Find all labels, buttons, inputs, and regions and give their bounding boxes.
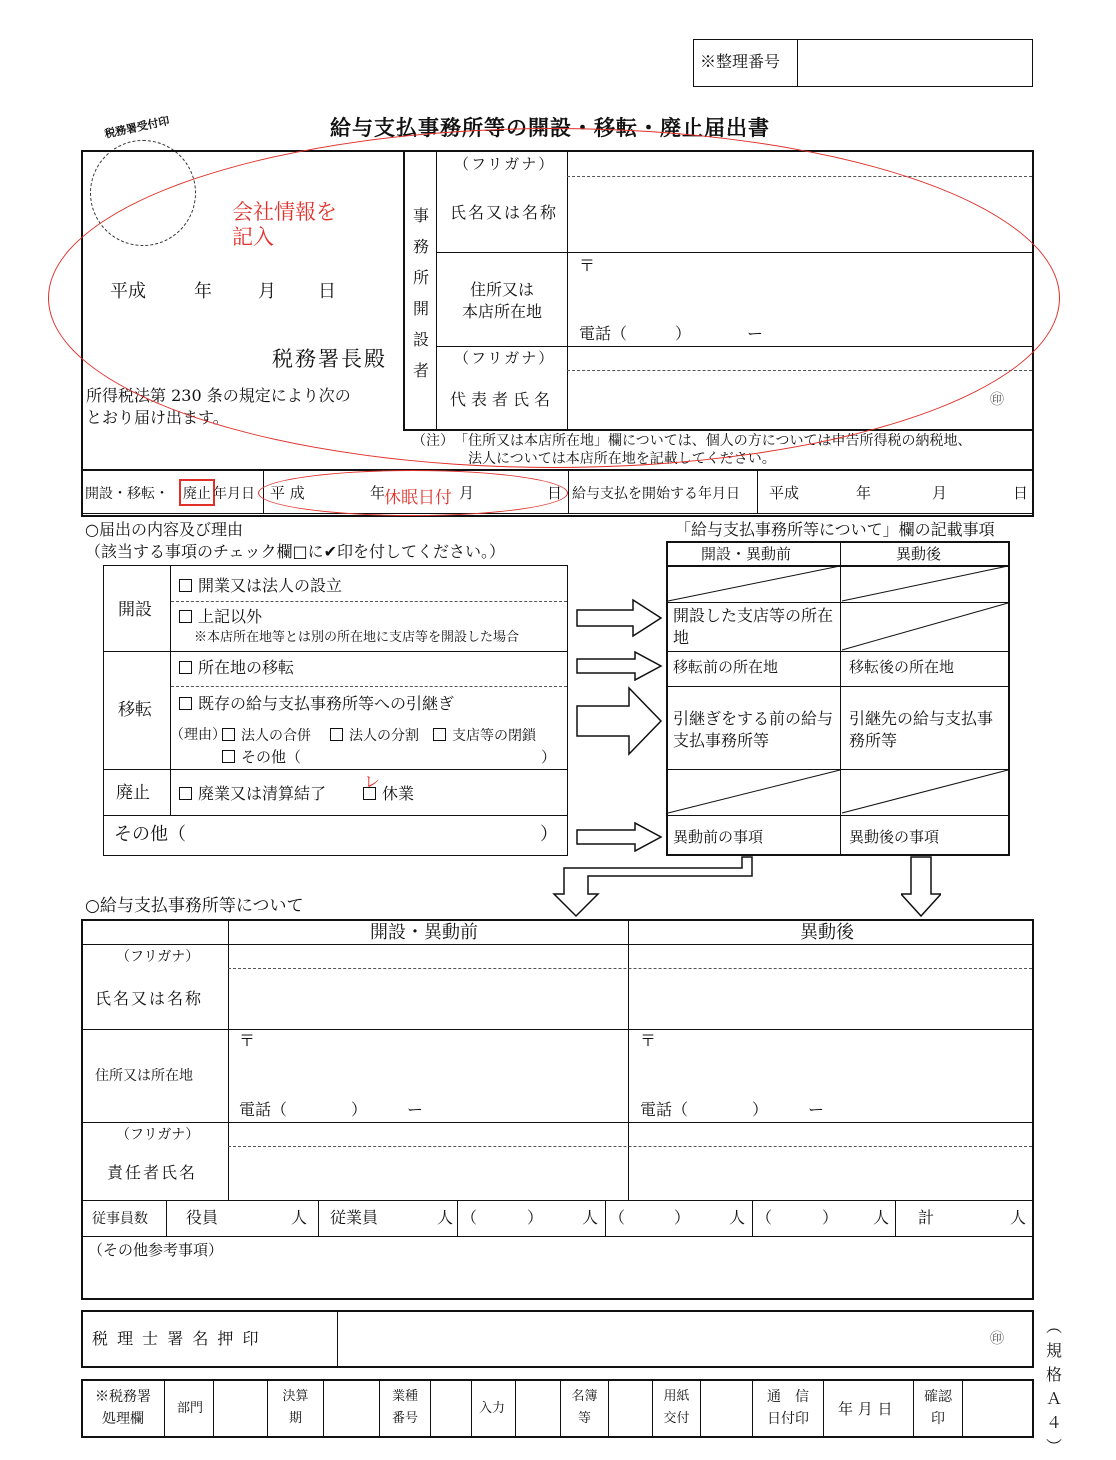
arrow-other	[575, 822, 665, 852]
manager-after-input[interactable]	[630, 1148, 1031, 1199]
pay-start-month: 月	[932, 484, 948, 502]
pay-start-date-input[interactable]	[800, 472, 1030, 510]
office-address-after-input[interactable]	[630, 1031, 1031, 1121]
entry-r4-before: 引継ぎをする前の給与支払事務所等	[673, 709, 834, 750]
office-address-before-input[interactable]	[230, 1031, 626, 1121]
move-label: 移転	[118, 700, 152, 720]
entry-r3-before: 移転前の所在地	[673, 658, 779, 676]
date-row-month: 月	[459, 484, 475, 502]
extra3-open: （	[756, 1208, 773, 1227]
move-merge[interactable]: 法人の合併	[222, 728, 311, 743]
entry-col-before: 開設・異動前	[701, 545, 792, 563]
rep-furigana: （フリガナ）	[454, 349, 556, 367]
extra2-open: （	[609, 1208, 626, 1227]
extra1-open: （	[461, 1208, 478, 1227]
office-col-before: 開設・異動前	[370, 922, 478, 943]
pay-start-day: 日	[1013, 484, 1029, 502]
date-row-label-b: 廃止	[183, 486, 211, 502]
entry-table-heading: 「給与支払事務所等について」欄の記載事項	[675, 520, 995, 539]
entry-r3-after: 移転後の所在地	[849, 658, 955, 676]
office-use-dept: 部門	[177, 1401, 204, 1416]
date-left-year: 年	[194, 281, 212, 302]
office-postal-before: 〒	[239, 1031, 256, 1050]
move-close-branch[interactable]: 支店等の閉鎖	[433, 728, 536, 743]
staff-label: 従業員	[330, 1208, 379, 1227]
postal-mark: 〒	[579, 256, 596, 275]
pay-start-label: 給与支払を開始する年月日	[572, 486, 740, 502]
date-left-month: 月	[258, 281, 276, 302]
tax-accountant-input[interactable]	[340, 1313, 980, 1365]
office-name-before-input[interactable]	[230, 970, 626, 1028]
remarks-label: （その他参考事項）	[88, 1241, 224, 1259]
office-use-label: ※税務署 処理欄	[95, 1389, 151, 1427]
office-address-label: 住所又は所在地	[95, 1068, 193, 1084]
establisher-name-label: 氏名又は名称	[450, 203, 559, 222]
checkbox-close-branch[interactable]	[433, 728, 446, 741]
arrow-down-left	[548, 856, 758, 918]
office-phone-after: 電話（ ） ー	[640, 1100, 825, 1119]
total-label: 計	[918, 1208, 935, 1227]
arrow-move	[575, 651, 665, 681]
tax-accountant-label: 税 理 士 署 名 押 印	[92, 1329, 261, 1348]
office-heading: ○給与支払事務所等について	[85, 896, 304, 916]
employees-label: 従事員数	[92, 1211, 148, 1227]
extra2-unit: 人	[729, 1208, 746, 1227]
reason-heading: ○届出の内容及び理由	[85, 520, 243, 539]
arrow-transfer	[575, 686, 665, 756]
checkbox-open-new[interactable]	[179, 579, 192, 592]
date-left-era: 平成	[110, 281, 146, 302]
other-reason-input[interactable]	[200, 818, 535, 854]
checkbox-move-other[interactable]	[222, 750, 235, 763]
office-use-ymd: 年 月 日	[838, 1400, 893, 1418]
total-unit: 人	[1010, 1208, 1027, 1227]
pay-start-era: 平成	[769, 484, 800, 502]
extra2-close: ）	[674, 1208, 691, 1227]
staff-unit: 人	[437, 1208, 454, 1227]
office-furigana2: （フリガナ）	[116, 1127, 200, 1143]
date-left-day: 日	[318, 281, 336, 302]
officers-label: 役員	[186, 1208, 219, 1227]
date-row-era: 平 成	[270, 484, 305, 502]
abolish-opt2[interactable]: 休業	[363, 786, 414, 802]
spec-label: ︵ 規 格 Ａ ４ ︶	[1045, 1317, 1062, 1456]
checkbox-split[interactable]	[330, 728, 343, 741]
ref-number-label: ※整理番号	[700, 52, 781, 71]
checkbox-open-other[interactable]	[179, 610, 192, 623]
company-info-note: 会社情報を 記入	[232, 200, 337, 249]
declaration: 所得税法第 230 条の規定により次の とおり届け出ます。	[86, 386, 351, 427]
move-other-close: ）	[541, 748, 557, 766]
open-opt2[interactable]: 上記以外	[179, 609, 262, 625]
establisher-section-label: 事 務 所 開 設 者	[412, 206, 429, 380]
checkbox-move-transfer[interactable]	[179, 697, 192, 710]
establisher-furigana: （フリガナ）	[454, 155, 556, 173]
tax-accountant-seal-icon: ㊞	[990, 1331, 1004, 1347]
entry-r2-before: 開設した支店等の所在地	[673, 606, 834, 647]
office-phone-before: 電話（ ） ー	[239, 1100, 424, 1119]
date-row-label-a: 開設・移転・	[85, 486, 169, 502]
office-use-form: 用紙 交付	[663, 1389, 690, 1426]
entry-r6-after: 異動後の事項	[849, 828, 940, 846]
establisher-phone: 電話（ ） ー	[579, 324, 764, 343]
open-note: ※本店所在地等とは別の所在地に支店等を開設した場合	[194, 630, 520, 645]
move-reason-label: （理由）	[170, 727, 226, 743]
date-row-year: 年	[370, 484, 386, 502]
manager-before-input[interactable]	[230, 1148, 626, 1199]
stamp-label-text: 税務署受付印	[103, 114, 171, 141]
suspend-check-mark: レ	[364, 772, 381, 791]
office-use-comm: 通 信 日付印	[767, 1389, 809, 1427]
move-other[interactable]: その他（	[222, 750, 301, 765]
extra1-unit: 人	[582, 1208, 599, 1227]
abolish-label: 廃止	[116, 783, 150, 803]
arrow-open	[575, 598, 665, 638]
reason-instruction: （該当する事項のチェック欄□に✔印を付してください。）	[85, 542, 506, 561]
rep-seal-icon: ㊞	[990, 392, 1004, 408]
company-info-ellipse	[48, 128, 1060, 468]
checkbox-merge[interactable]	[222, 728, 235, 741]
office-use-industry: 業種 番号	[391, 1389, 418, 1426]
extra3-unit: 人	[873, 1208, 890, 1227]
office-use-confirm: 確認 印	[924, 1389, 952, 1427]
open-label: 開設	[118, 600, 152, 620]
date-row-label-c: 年月日	[213, 486, 255, 502]
date-row-day: 日	[547, 484, 563, 502]
office-use-input: 入力	[479, 1401, 506, 1416]
extra3-close: ）	[822, 1208, 839, 1227]
other-close: ）	[540, 824, 558, 845]
checkbox-move-location[interactable]	[179, 661, 192, 674]
abolish-opt1[interactable]: 廃業又は清算結了	[179, 786, 326, 802]
office-postal-after: 〒	[640, 1031, 657, 1050]
entry-r6-before: 異動前の事項	[673, 828, 764, 846]
representative-label: 代表者氏名	[450, 390, 556, 409]
move-opt1[interactable]: 所在地の移転	[179, 660, 294, 676]
establisher-address-label: 住所又は 本店所在地	[461, 280, 542, 321]
office-use-registry: 名簿 等	[571, 1389, 598, 1426]
move-opt2[interactable]: 既存の給与支払事務所等への引継ぎ	[179, 696, 454, 712]
other-label: その他（	[114, 824, 186, 845]
officers-unit: 人	[291, 1208, 308, 1227]
office-furigana: （フリガナ）	[116, 949, 200, 965]
office-name-after-input[interactable]	[630, 970, 1031, 1028]
move-split[interactable]: 法人の分割	[330, 728, 419, 743]
office-name-label: 氏名又は名称	[95, 989, 204, 1008]
office-col-after: 異動後	[800, 922, 854, 943]
open-opt1[interactable]: 開業又は法人の設立	[179, 578, 342, 594]
manager-label: 責任者氏名	[107, 1163, 198, 1182]
entry-col-after: 異動後	[896, 545, 942, 563]
entry-r4-after: 引継先の給与支払事務所等	[849, 709, 994, 750]
dormant-date-note: 休眠日付	[384, 488, 452, 508]
pay-start-year: 年	[856, 484, 872, 502]
abolish-highlight-box	[179, 479, 215, 506]
checkbox-abolish-close[interactable]	[179, 787, 192, 800]
arrow-down-right	[901, 856, 941, 918]
office-chief: 税務署長殿	[272, 347, 387, 371]
entry-table-diagonals	[666, 541, 1010, 856]
extra1-close: ）	[527, 1208, 544, 1227]
office-use-settlement: 決算 期	[282, 1389, 309, 1426]
remarks-input[interactable]	[84, 1262, 1030, 1298]
address-note: （注） 「住所又は本店所在地」欄については、個人の方については申告所得税の納税地、 法人については本店所在地を記載してください。	[412, 433, 972, 467]
ref-number-input[interactable]	[798, 41, 1031, 85]
form-title: 給与支払事務所等の開設・移転・廃止届出書	[330, 115, 770, 140]
